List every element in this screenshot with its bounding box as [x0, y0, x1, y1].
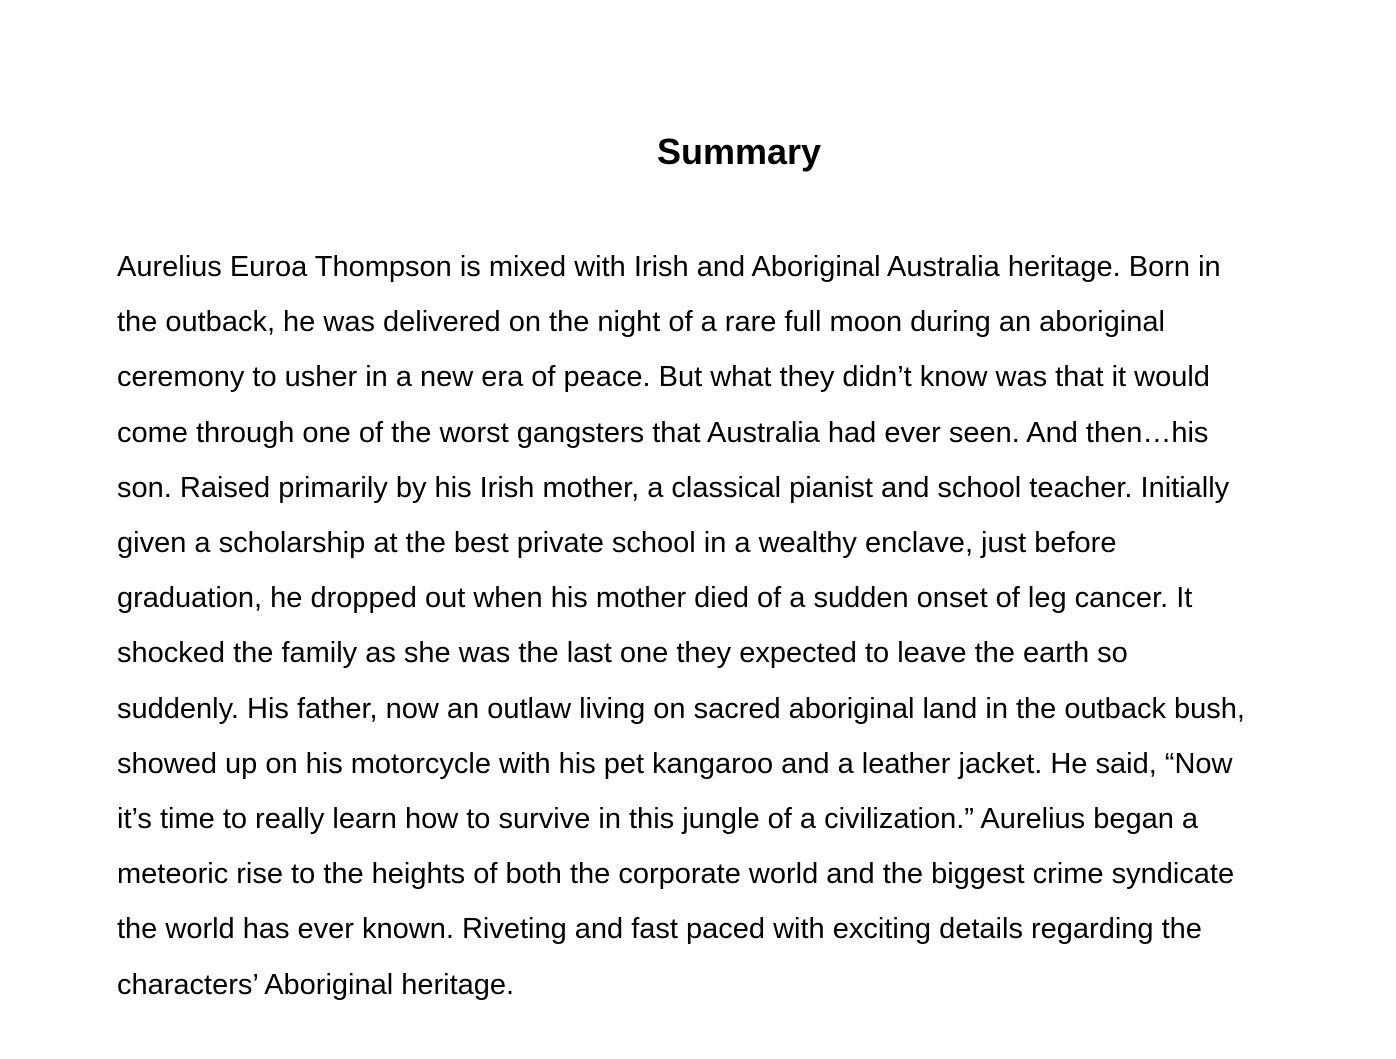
summary-line: given a scholarship at the best private school in a wealthy enclave, just before — [117, 527, 1117, 560]
summary-line: suddenly. His father, now an outlaw living on sacred aboriginal land in the outback bush, — [117, 692, 1245, 725]
summary-line: come through one of the worst gangsters that Australia had ever seen. And then…his — [117, 416, 1209, 449]
summary-line: meteoric rise to the heights of both the corporate world and the biggest crime syndicate — [117, 858, 1235, 891]
page-title: Summary — [656, 131, 822, 172]
summary-line: graduation, he dropped out when his mother died of a sudden onset of leg cancer. It — [117, 582, 1193, 615]
summary-line: ceremony to usher in a new era of peace. But what they didn’t know was that it would — [117, 361, 1210, 394]
summary-line: characters’ Aboriginal heritage. — [117, 968, 515, 1001]
summary-line: the world has ever known. Riveting and fast paced with exciting details regarding the — [117, 913, 1202, 946]
summary-line: it’s time to really learn how to survive in this jungle of a civilization.” Aurelius began a — [117, 803, 1199, 836]
summary-line: son. Raised primarily by his Irish mother, a classical pianist and school teacher. Initially — [117, 471, 1230, 504]
summary-line: Aurelius Euroa Thompson is mixed with Irish and Aboriginal Australia heritage. Born in — [117, 251, 1221, 283]
summary-line: showed up on his motorcycle with his pet kangaroo and a leather jacket. He said, “Now — [117, 747, 1233, 780]
summary-paragraph — [117, 240, 1379, 1013]
summary-line: the outback, he was delivered on the night of a rare full moon during an aboriginal — [117, 306, 1165, 339]
summary-line: shocked the family as she was the last one they expected to leave the earth so — [117, 637, 1128, 670]
